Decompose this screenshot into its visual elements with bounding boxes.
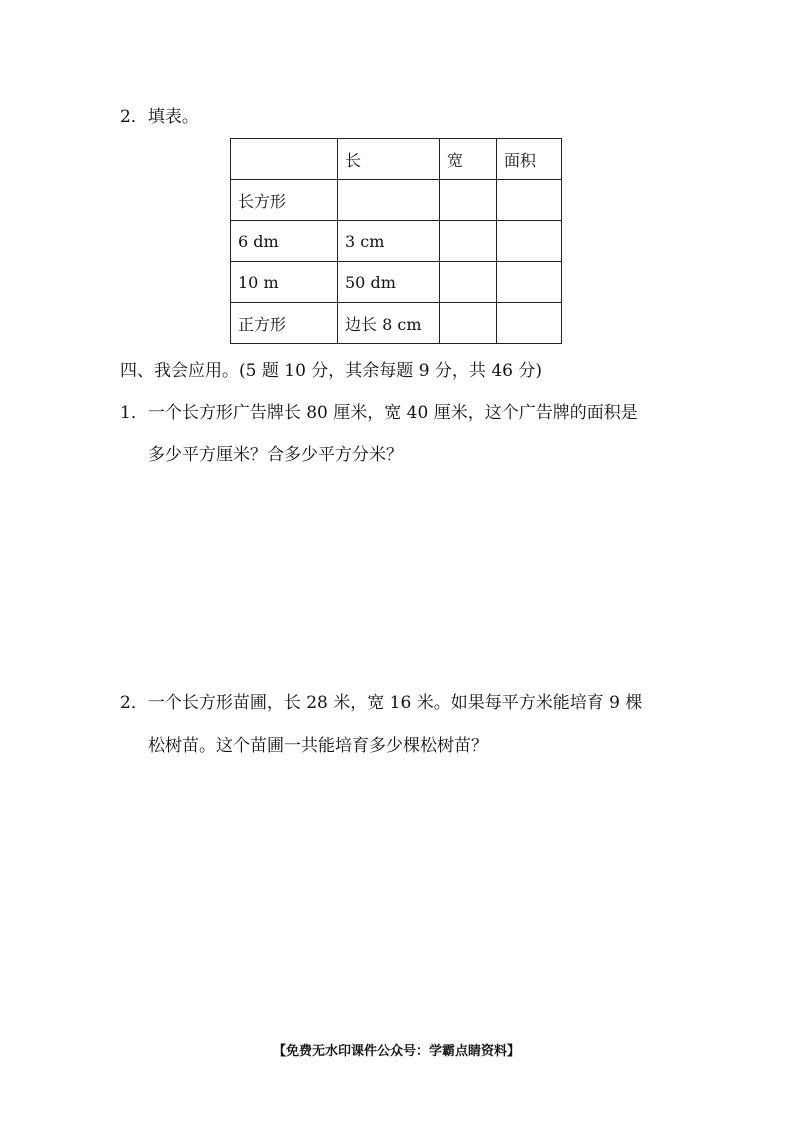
table-cell: 宽 (440, 139, 497, 180)
table-cell (497, 180, 562, 221)
table-cell (497, 221, 562, 262)
table-cell (497, 303, 562, 344)
table-cell: 边长 8 cm (338, 303, 440, 344)
table-cell (231, 139, 338, 180)
table-header-row (231, 139, 562, 180)
table-row (231, 262, 562, 303)
section-4-heading: 四、我会应用。(5 题 10 分，其余每题 9 分，共 46 分) (120, 361, 542, 381)
problem-1-text-continued: 多少平方厘米？合多少平方分米？ (148, 445, 403, 465)
problem-2-text: 2．一个长方形苗圃，长 28 米，宽 16 米。如果每平方米能培育 9 棵 (120, 693, 643, 713)
problem-1-text: 1．一个长方形广告牌长 80 厘米，宽 40 厘米，这个广告牌的面积是 (120, 403, 638, 423)
table-cell: 10 m (231, 262, 338, 303)
table-cell (338, 180, 440, 221)
table-cell: 3 cm (338, 221, 440, 262)
table-row (231, 221, 562, 262)
table-cell: 50 dm (338, 262, 440, 303)
table-row (231, 180, 562, 221)
table-cell (440, 262, 497, 303)
table-cell (440, 221, 497, 262)
table-cell: 长方形 (231, 180, 338, 221)
table-row (231, 303, 562, 344)
table-cell (497, 262, 562, 303)
table-cell: 面积 (497, 139, 562, 180)
table-cell: 长 (338, 139, 440, 180)
page-footer: 【免费无水印课件公众号：学霸点睛资料】 (272, 1044, 520, 1059)
problem-2-text-continued: 松树苗。这个苗圃一共能培育多少棵松树苗？ (148, 736, 488, 756)
table-cell: 正方形 (231, 303, 338, 344)
question-2-title: 2．填表。 (120, 107, 199, 127)
table-cell (440, 303, 497, 344)
fill-in-table (230, 138, 562, 344)
table-cell (440, 180, 497, 221)
table-cell: 6 dm (231, 221, 338, 262)
